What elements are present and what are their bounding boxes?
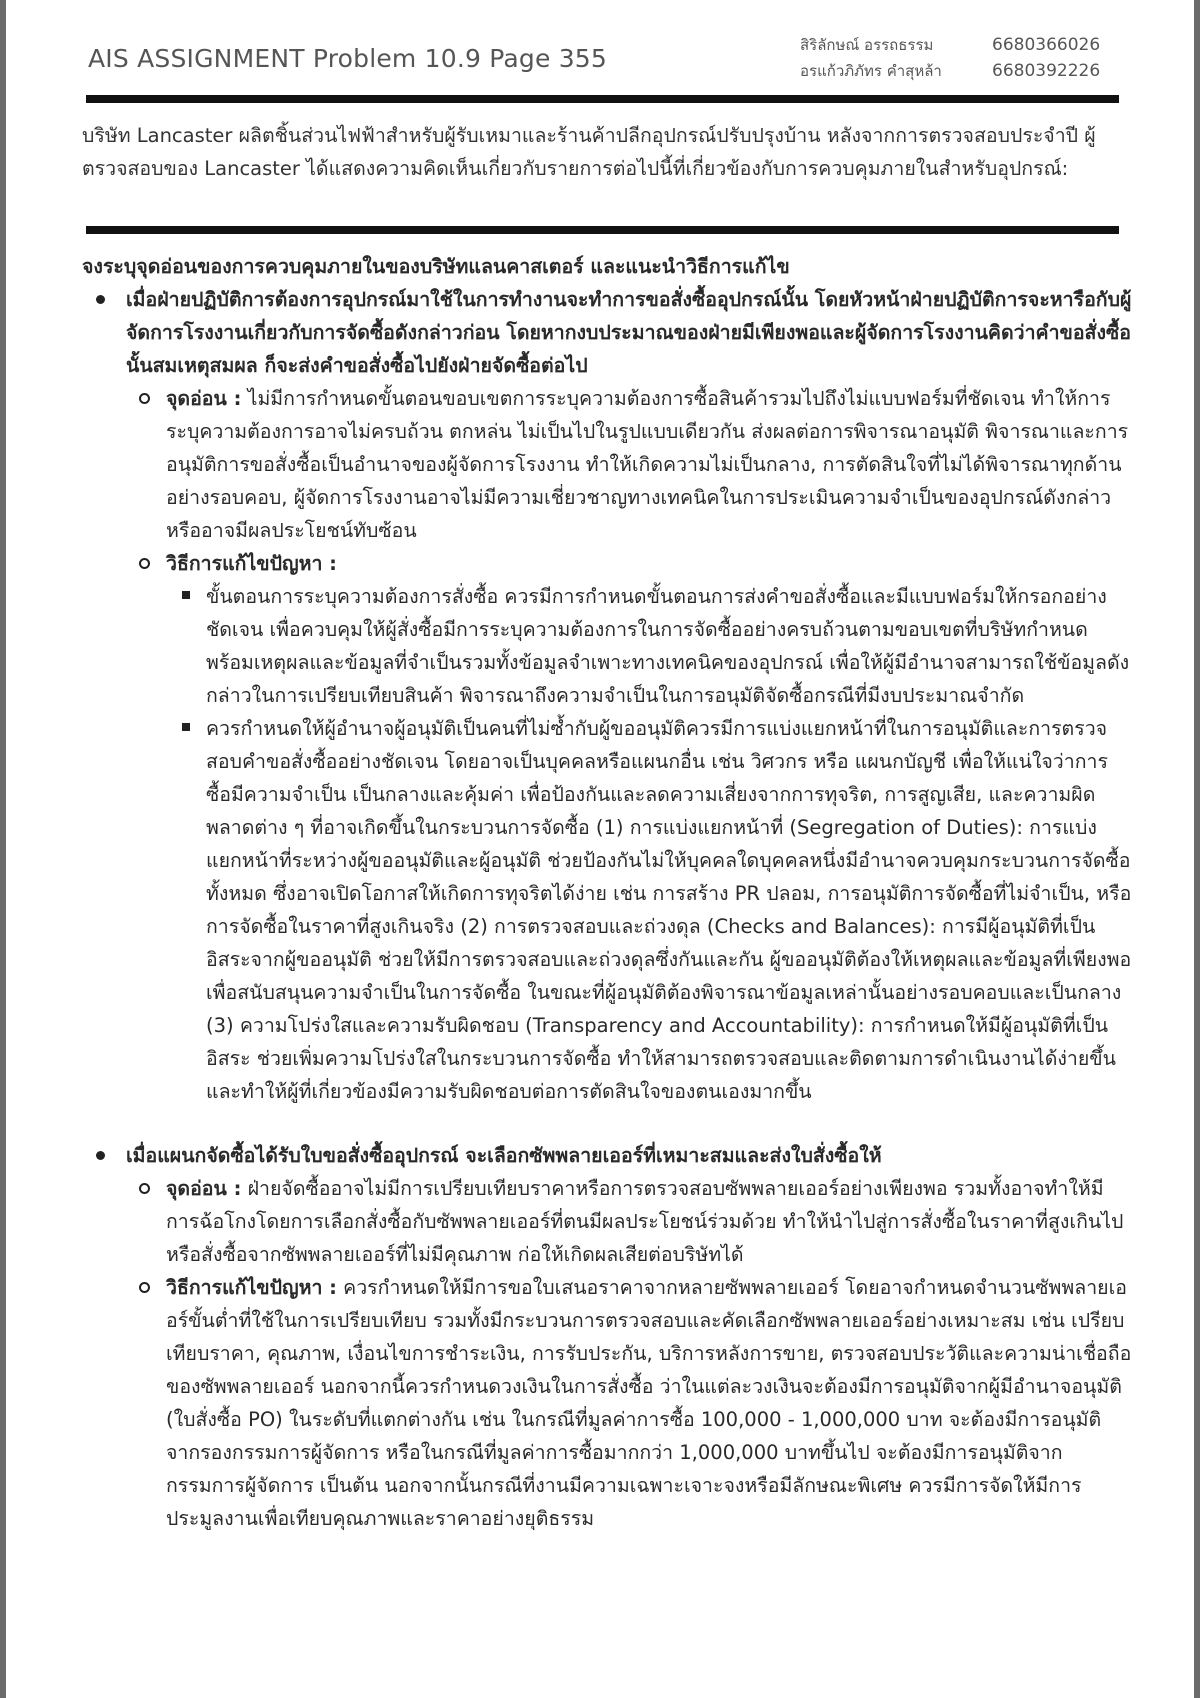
answer-section	[82, 250, 1132, 1535]
control-issue-list	[82, 283, 1132, 1535]
question-heading: จงระบุจุดอ่อนของการควบคุมภายในของบริษัทแลนคาสเตอร์ และแนะนำวิธีการแก้ไข	[82, 255, 790, 278]
problem-statement: บริษัท Lancaster ผลิตชิ้นส่วนไฟฟ้าสำหรับผู้รับเหมาและร้านค้าปลีกอุปกรณ์ปรับปรุงบ้าน หลังจากการตรวจสอบประจำปี ผู้ตรวจสอบของ Lancaster ได้แสดงความคิดเห็นเกี่ยวกับรายการต่อไปนี้ที่เกี่ยวข้องกับการควบคุมภายในสำหรับอุปกรณ์:	[82, 124, 1096, 180]
solution-item	[126, 1271, 1132, 1535]
author-row	[800, 58, 1100, 84]
student-id: 6680392226	[992, 61, 1101, 81]
section-divider	[86, 226, 1119, 234]
author-name: อรแก้วภิภัทร คำสุหล้า	[800, 62, 942, 80]
document-title: AIS ASSIGNMENT Problem 10.9 Page 355	[88, 44, 608, 73]
weakness-label: จุดอ่อน :	[166, 387, 242, 410]
author-name: สิริลักษณ์ อรรถธรรม	[800, 36, 934, 54]
control-issue-title: เมื่อแผนกจัดซื้อได้รับใบขอสั่งซื้ออุปกรณ์ จะเลือกซัพพลายเออร์ที่เหมาะสมและส่งใบสั่งซื้อให้	[126, 1144, 882, 1167]
weakness-text: ฝ่ายจัดซื้ออาจไม่มีการเปรียบเทียบราคาหรือการตรวจสอบซัพพลายเออร์อย่างเพียงพอ รวมทั้งอาจทำให้มีการฉ้อโกงโดยการเลือกสั่งซื้อกับซัพพลายเออร์ที่ตนมีผลประโยชน์ร่วมด้วย ทำให้นำไปสู่การสั่งซื้อในราคาที่สูงเกินไป หรือสั่งซื้อจากซัพพลายเออร์ที่ไม่มีคุณภาพ ก่อให้เกิดผลเสียต่อบริษัทได้	[166, 1177, 1124, 1266]
weakness-item	[126, 1172, 1132, 1271]
solution-label: วิธีการแก้ไขปัญหา :	[166, 552, 337, 575]
bullet-icon	[96, 295, 105, 304]
weakness-text: ไม่มีการกำหนดขั้นตอนขอบเขตการระบุความต้องการซื้อสินค้ารวมไปถึงไม่แบบฟอร์มที่ชัดเจน ทำให้การระบุความต้องการอาจไม่ครบถ้วน ตกหล่น ไม่เป็นไปในรูปแบบเดียวกัน ส่งผลต่อการพิจารณาอนุมัติ พิจารณาและการอนุมัติการขอสั่งซื้อเป็นอำนาจของผู้จัดการโรงงาน ทำให้เกิดความไม่เป็นกลาง, การตัดสินใจที่ไม่ได้พิจารณาทุกด้านอย่างรอบคอบ, ผู้จัดการโรงงานอาจไม่มีความเชี่ยวชาญทางเทคนิคในการประเมินความจำเป็นของอุปกรณ์ดังกล่าว หรืออาจมีผลประโยชน์ทับซ้อน	[166, 387, 1129, 542]
solution-text: ควรกำหนดให้มีการขอใบเสนอราคาจากหลายซัพพลายเออร์ โดยอาจกำหนดจำนวนซัพพลายเออร์ขั้นต่ำที่ใช้ในการเปรียบเทียบ รวมทั้งมีกระบวนการตรวจสอบและคัดเลือกซัพพลายเออร์อย่างเหมาะสม เช่น เปรียบเทียบราคา, คุณภาพ, เงื่อนไขการชำระเงิน, การรับประกัน, บริการหลังการขาย, ตรวจสอบประวัติและความน่าเชื่อถือของซัพพลายเออร์ นอกจากนี้ควรกำหนดวงเงินในการสั่งซื้อ ว่าในแต่ละวงเงินจะต้องมีการอนุมัติจากผู้มีอำนาจอนุมัติ (ใบสั่งซื้อ PO) ในระดับที่แตกต่างกัน เช่น ในกรณีที่มูลค่าการซื้อ 100,000 - 1,000,000 บาท จะต้องมีการอนุมัติจากรองกรรมการผู้จัดการ หรือในกรณีที่มูลค่าการซื้อมากกว่า 1,000,000 บาทขึ้นไป จะต้องมีการอนุมัติจากกรรมการผู้จัดการ เป็นต้น นอกจากนั้นกรณีที่งานมีความเฉพาะเจาะจงหรือมีลักษณะพิเศษ ควรมีการจัดให้มีการประมูลงานเพื่อเทียบคุณภาพและราคาอย่างยุติธรรม	[166, 1276, 1132, 1530]
solution-point	[166, 712, 1132, 1108]
author-row	[800, 32, 1100, 58]
author-block	[800, 32, 1100, 84]
solution-point-text: ควรกำหนดให้ผู้อำนาจผู้อนุมัติเป็นคนที่ไม่ซ้ำกับผู้ขออนุมัติควรมีการแบ่งแยกหน้าที่ในการอนุมัติและการตรวจสอบคำขอสั่งซื้ออย่างชัดเจน โดยอาจเป็นบุคคลหรือแผนกอื่น เช่น วิศวกร หรือ แผนกบัญชี เพื่อให้แน่ใจว่าการซื้อมีความจำเป็น เป็นกลางและคุ้มค่า เพื่อป้องกันและลดความเสี่ยงจากการทุจริต, การสูญเสีย, และความผิดพลาดต่าง ๆ ที่อาจเกิดขึ้นในกระบวนการจัดซื้อ (1) การแบ่งแยกหน้าที่ (Segregation of Duties): การแบ่งแยกหน้าที่ระหว่างผู้ขออนุมัติและผู้อนุมัติ ช่วยป้องกันไม่ให้บุคคลใดบุคคลหนึ่งมีอำนาจควบคุมกระบวนการจัดซื้อทั้งหมด ซึ่งอาจเปิดโอกาสให้เกิดการทุจริตได้ง่าย เช่น การสร้าง PR ปลอม, การอนุมัติการจัดซื้อที่ไม่จำเป็น, หรือการจัดซื้อในราคาที่สูงเกินจริง (2) การตรวจสอบและถ่วงดุล (Checks and Balances): การมีผู้อนุมัติที่เป็นอิสระจากผู้ขออนุมัติ ช่วยให้มีการตรวจสอบและถ่วงดุลซึ่งกันและกัน ผู้ขออนุมัติต้องให้เหตุผลและข้อมูลที่เพียงพอเพื่อสนับสนุนความจำเป็นในการจัดซื้อ ในขณะที่ผู้อนุมัติต้องพิจารณาข้อมูลเหล่านั้นอย่างรอบคอบและเป็นกลาง (3) ความโปร่งใสและความรับผิดชอบ (Transparency and Accountability): การกำหนดให้มีผู้อนุมัติที่เป็นอิสระ ช่วยเพิ่มความโปร่งใสในกระบวนการจัดซื้อ ทำให้สามารถตรวจสอบและติดตามการดำเนินงานได้ง่ายขึ้น และทำให้ผู้ที่เกี่ยวข้องมีความรับผิดชอบต่อการตัดสินใจของตนเองมากขึ้น	[206, 717, 1132, 1103]
bullet-icon	[96, 1151, 105, 1160]
circle-bullet-icon	[139, 393, 150, 404]
weakness-label: จุดอ่อน :	[166, 1177, 242, 1200]
solution-point-text: ขั้นตอนการระบุความต้องการสั่งซื้อ ควรมีการกำหนดขั้นตอนการส่งคำขอสั่งซื้อและมีแบบฟอร์มให้กรอกอย่างชัดเจน เพื่อควบคุมให้ผู้สั่งซื้อมีการระบุความต้องการในการจัดซื้ออย่างครบถ้วนตามขอบเขตที่บริษัทกำหนด พร้อมเหตุผลและข้อมูลที่จำเป็นรวมทั้งข้อมูลจำเพาะทางเทคนิคของอุปกรณ์ เพื่อให้ผู้มีอำนาจสามารถใช้ข้อมูลดังกล่าวในการเปรียบเทียบสินค้า พิจารณาถึงความจำเป็นในการอนุมัติจัดซื้อกรณีที่มีงบประมาณจำกัด	[206, 585, 1130, 707]
solution-label: วิธีการแก้ไขปัญหา :	[166, 1276, 337, 1299]
square-bullet-icon	[182, 723, 190, 731]
square-bullet-icon	[182, 591, 190, 599]
solution-item	[126, 547, 1132, 1108]
circle-bullet-icon	[139, 1282, 150, 1293]
circle-bullet-icon	[139, 1183, 150, 1194]
header-divider	[86, 95, 1119, 103]
weakness-item	[126, 382, 1132, 547]
solution-point-list	[166, 580, 1132, 1108]
document-page	[6, 0, 1194, 1698]
analysis-list	[126, 382, 1132, 1108]
control-issue-title: เมื่อฝ่ายปฏิบัติการต้องการอุปกรณ์มาใช้ในการทำงานจะทำการขอสั่งซื้ออุปกรณ์นั้น โดยหัวหน้าฝ่ายปฏิบัติการจะหารือกับผู้จัดการโรงงานเกี่ยวกับการจัดซื้อดังกล่าวก่อน โดยหากงบประมาณของฝ่ายมีเพียงพอและผู้จัดการโรงงานคิดว่าคำขอสั่งซื้อนั้นสมเหตุสมผล ก็จะส่งคำขอสั่งซื้อไปยังฝ่ายจัดซื้อต่อไป	[126, 288, 1132, 377]
student-id: 6680366026	[992, 35, 1101, 55]
analysis-list	[126, 1172, 1132, 1535]
circle-bullet-icon	[139, 558, 150, 569]
solution-point	[166, 580, 1132, 712]
control-issue-item	[82, 1139, 1132, 1535]
control-issue-item	[82, 283, 1132, 1108]
